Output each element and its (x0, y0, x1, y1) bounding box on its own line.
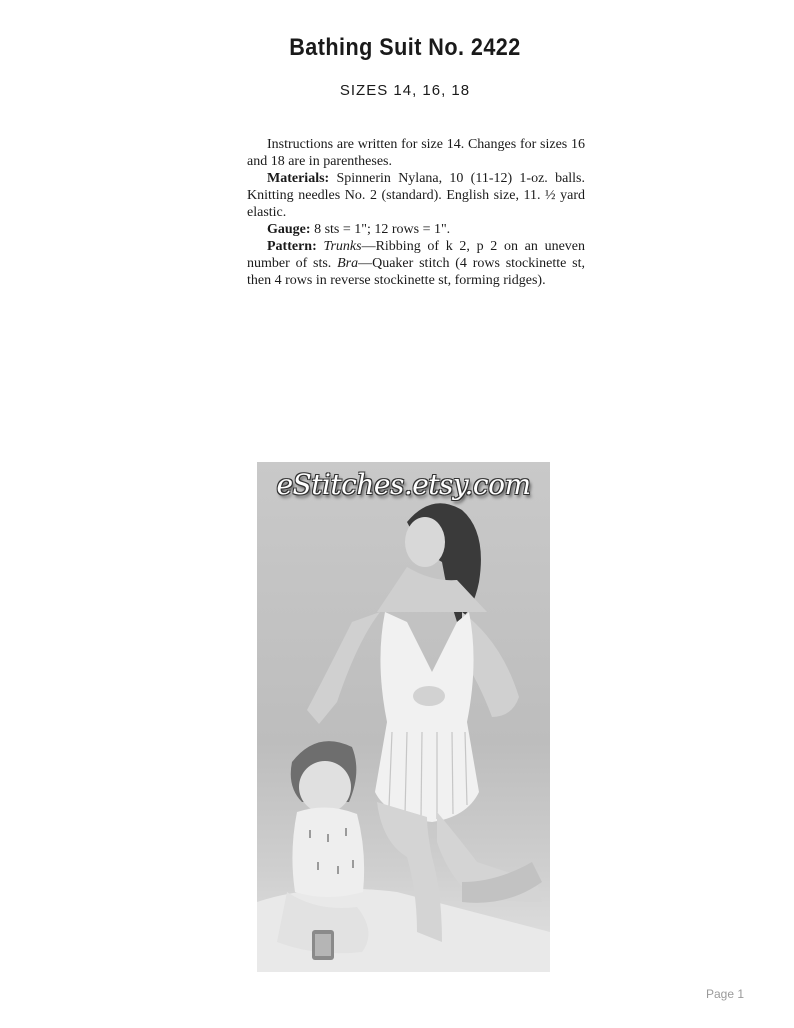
pattern-bra-label: Bra (337, 256, 359, 271)
gauge-text: 8 sts = 1"; 12 rows = 1". (314, 222, 451, 237)
child-outfit (292, 807, 364, 897)
pattern-paragraph (247, 238, 585, 289)
page-title: Bathing Suit No. 2422 (289, 34, 521, 61)
woman-hand (413, 686, 445, 706)
page-number: Page 1 (706, 987, 745, 1001)
watermark-text: eStitches.etsy.com (276, 468, 531, 501)
gauge-paragraph (247, 221, 585, 238)
intro-paragraph: Instructions are written for size 14. Changes for sizes 16 and 18 are in parentheses. (247, 137, 585, 169)
pattern-photo (257, 462, 550, 972)
instructions-block (247, 136, 585, 289)
pattern-trunks-label: Trunks (323, 239, 362, 254)
gauge-label: Gauge: (267, 222, 311, 237)
pattern-trunks-text: —Ribbing of k 2, p 2 on an uneven number of sts. (247, 239, 585, 271)
photo-illustration (257, 462, 550, 972)
woman-left-arm (307, 612, 380, 724)
swimsuit (375, 612, 479, 822)
sizes-line: SIZES 14, 16, 18 (339, 82, 471, 99)
pattern-bra-text: —Quaker stitch (4 rows stockinette st, then 4 rows in reverse stockinette st, forming ridges). (247, 256, 585, 288)
woman-face (405, 517, 445, 567)
materials-label: Materials: (267, 171, 330, 186)
cup-label (315, 934, 331, 956)
materials-text: Spinnerin Nylana, 10 (11-12) 1-oz. balls. Knitting needles No. 2 (standard). English size, 11. ½ yard elastic. (247, 171, 586, 220)
materials-paragraph (247, 170, 585, 221)
child-face (299, 761, 351, 813)
pattern-label: Pattern: (267, 239, 317, 254)
